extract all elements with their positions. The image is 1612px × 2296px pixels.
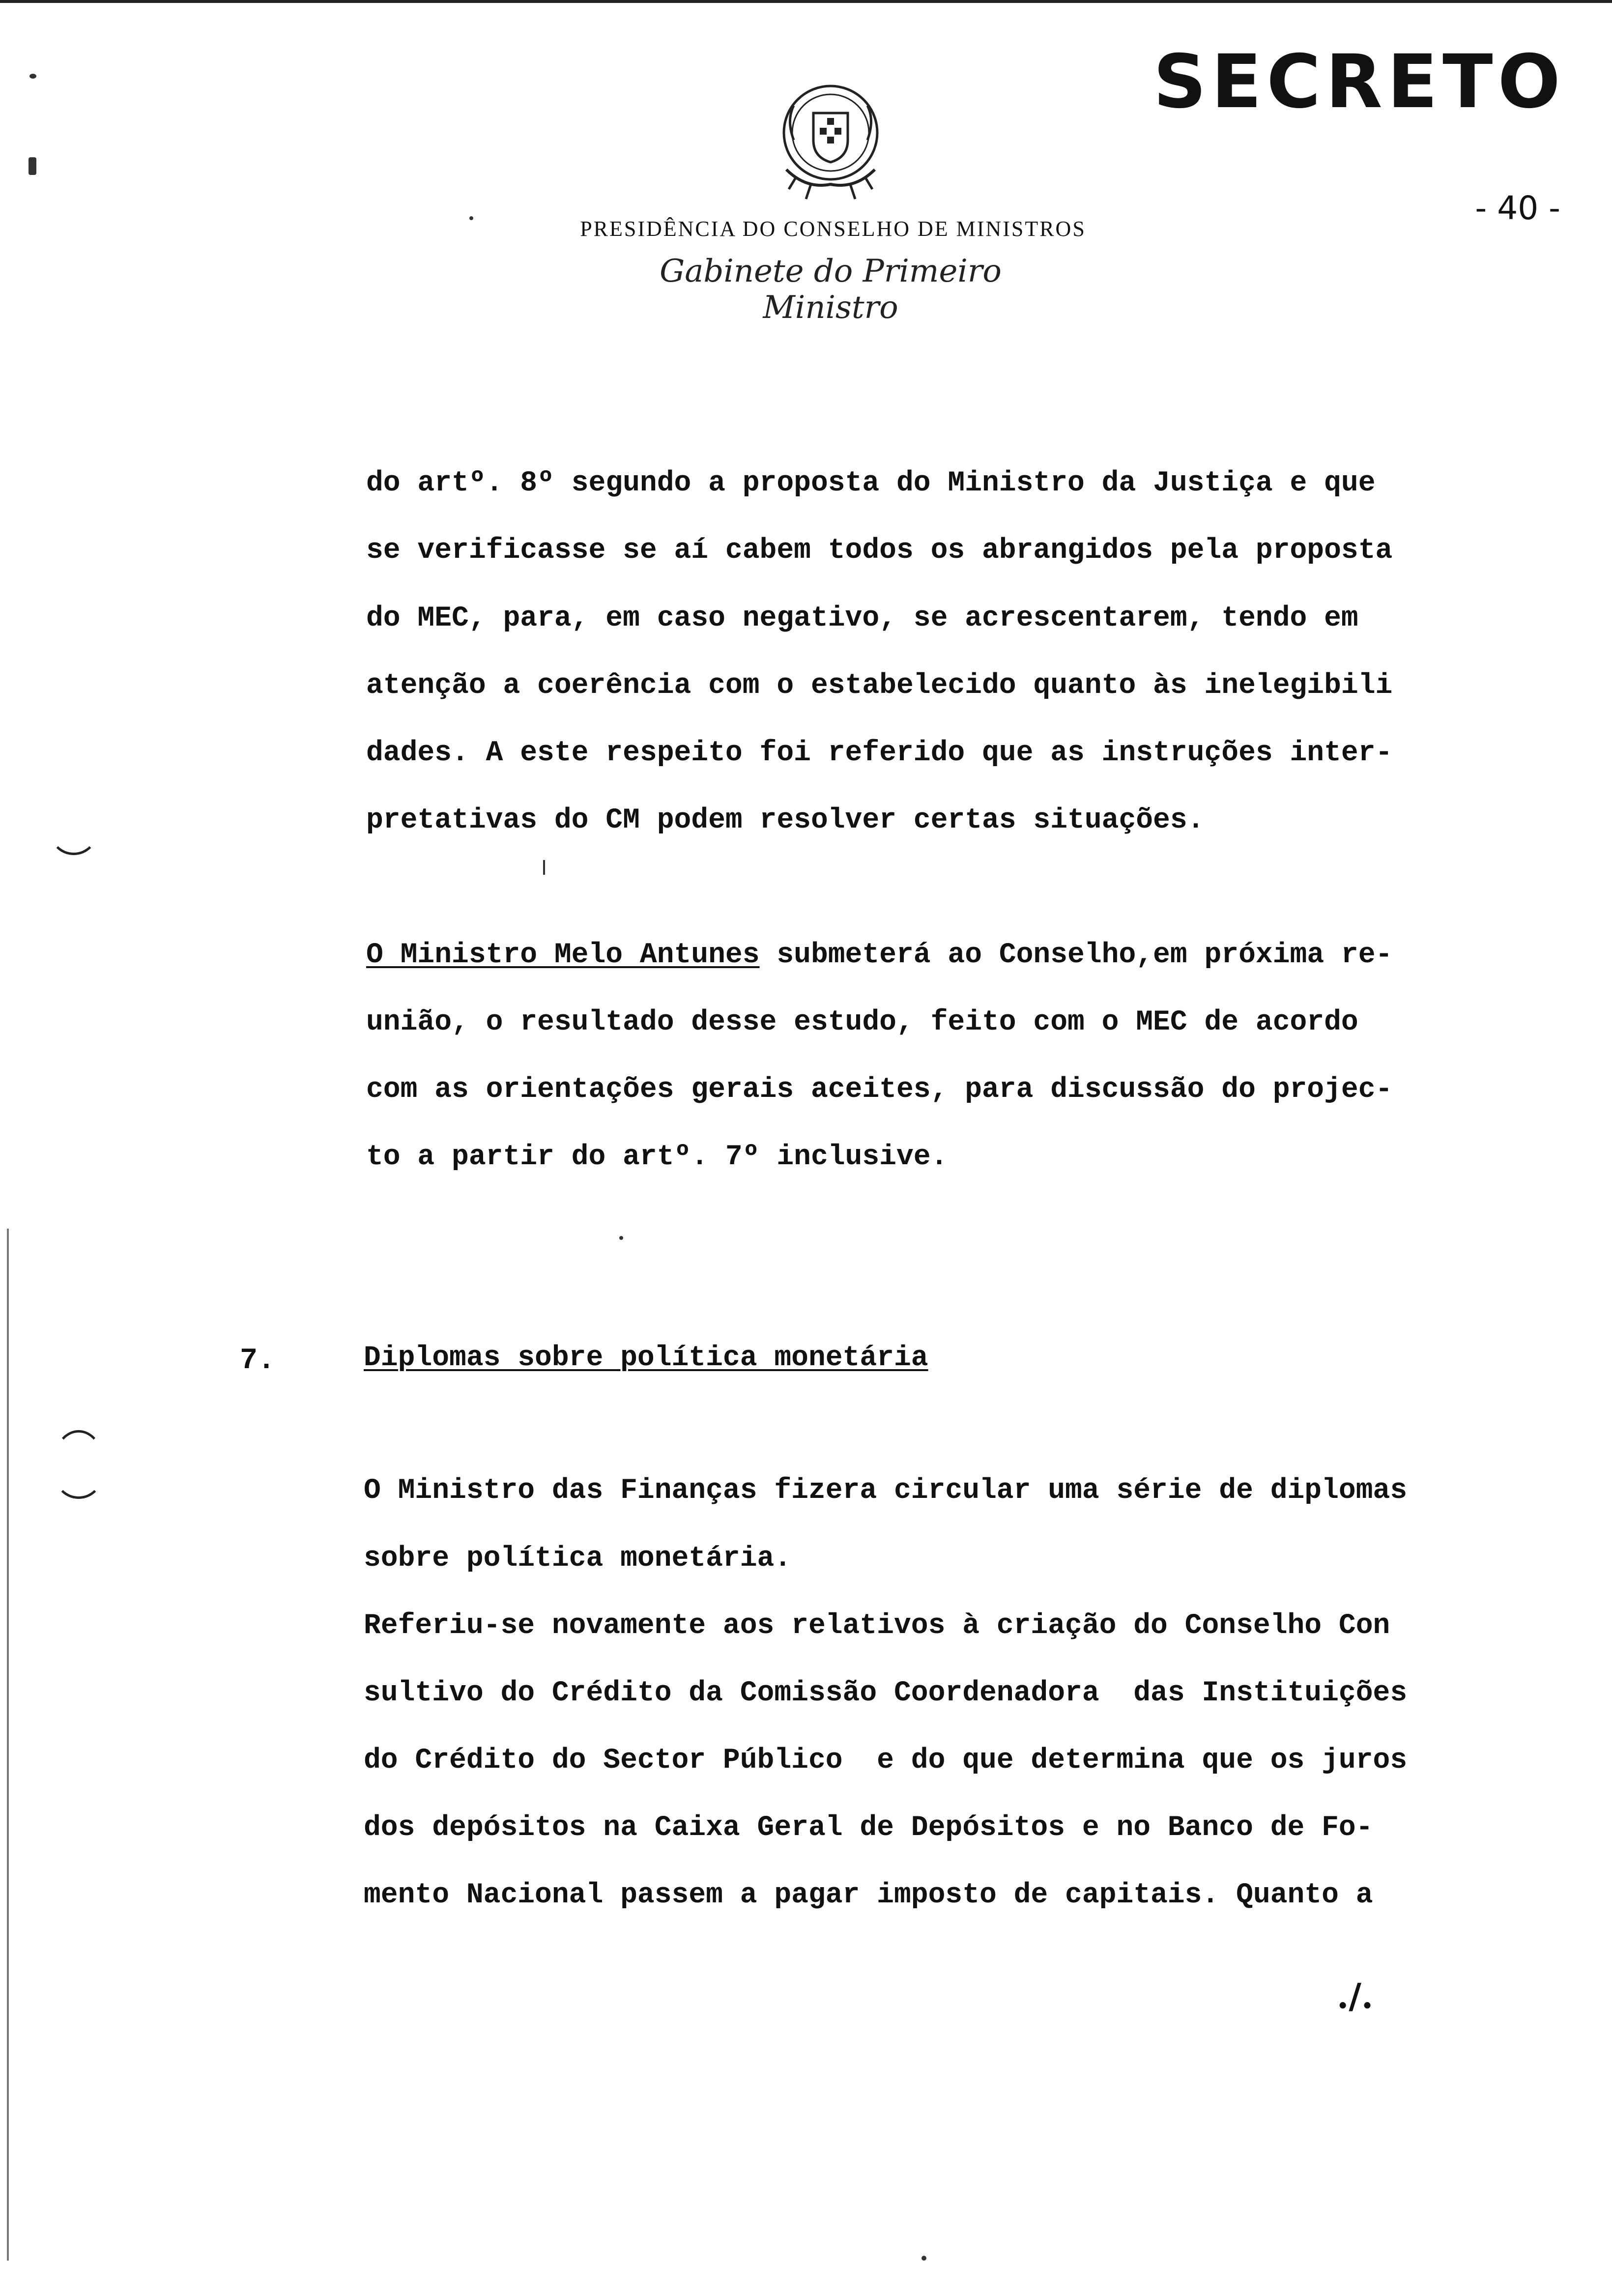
body-line: do artº. 8º segundo a proposta do Ministro da Justiça e que	[366, 467, 1376, 499]
scan-speck	[469, 216, 473, 220]
body-line: se verificasse se aí cabem todos os abrangidos pela proposta	[366, 535, 1393, 567]
body-line: mento Nacional passem a pagar imposto de capitais. Quanto a	[364, 1879, 1373, 1911]
section-number: 7.	[240, 1344, 276, 1378]
scan-speck	[29, 74, 36, 79]
body-line: do MEC, para, em caso negativo, se acrescentarem, tendo em	[366, 603, 1358, 634]
scan-speck	[543, 860, 545, 875]
body-line	[366, 941, 1392, 970]
body-line: O Ministro das Finanças fizera circular uma série de diplomas	[364, 1475, 1408, 1507]
body-line: to a partir do artº. 7º inclusive.	[366, 1141, 948, 1173]
body-line: sultivo do Crédito da Comissão Coordenadora das Instituições	[364, 1677, 1408, 1709]
page-number: - 40 -	[1475, 189, 1560, 227]
section-title: Diplomas sobre política monetária	[364, 1342, 928, 1374]
scan-edge-line	[7, 1229, 9, 2261]
body-line: pretativas do CM podem resolver certas situações.	[366, 804, 1205, 836]
speaker-name: O Ministro Melo Antunes	[366, 939, 760, 971]
body-line: do Crédito do Sector Público e do que determina que os juros	[364, 1745, 1408, 1777]
scan-speck	[29, 157, 36, 175]
office-heading: PRESIDÊNCIA DO CONSELHO DE MINISTROS	[580, 217, 1086, 241]
body-line: dos depósitos na Caixa Geral de Depósitos e no Banco de Fo-	[364, 1812, 1373, 1844]
coat-of-arms-icon	[767, 79, 894, 206]
body-line: atenção a coerência com o estabelecido quanto às inelegibili	[366, 670, 1393, 702]
scan-speck	[619, 1236, 623, 1240]
body-line: união, o resultado desse estudo, feito com o MEC de acordo	[366, 1006, 1358, 1038]
body-line: com as orientações gerais aceites, para discussão do projec-	[366, 1074, 1393, 1106]
body-text: submeterá ao Conselho,em próxima re-	[759, 939, 1393, 971]
body-line: sobre política monetária.	[364, 1543, 792, 1575]
punch-hole-mark	[49, 806, 98, 855]
punch-hole-mark	[54, 1450, 103, 1499]
scan-speck	[921, 2256, 926, 2261]
body-line: Referiu-se novamente aos relativos à criação do Conselho Con	[364, 1610, 1390, 1642]
classification-stamp: SECRETO	[1153, 39, 1565, 125]
body-line: dades. A este respeito foi referido que as instruções inter-	[366, 737, 1393, 769]
top-border	[0, 0, 1612, 3]
continuation-mark: ./.	[1337, 1976, 1374, 2016]
cabinet-subheading: Gabinete do Primeiro Ministro	[660, 253, 1002, 326]
